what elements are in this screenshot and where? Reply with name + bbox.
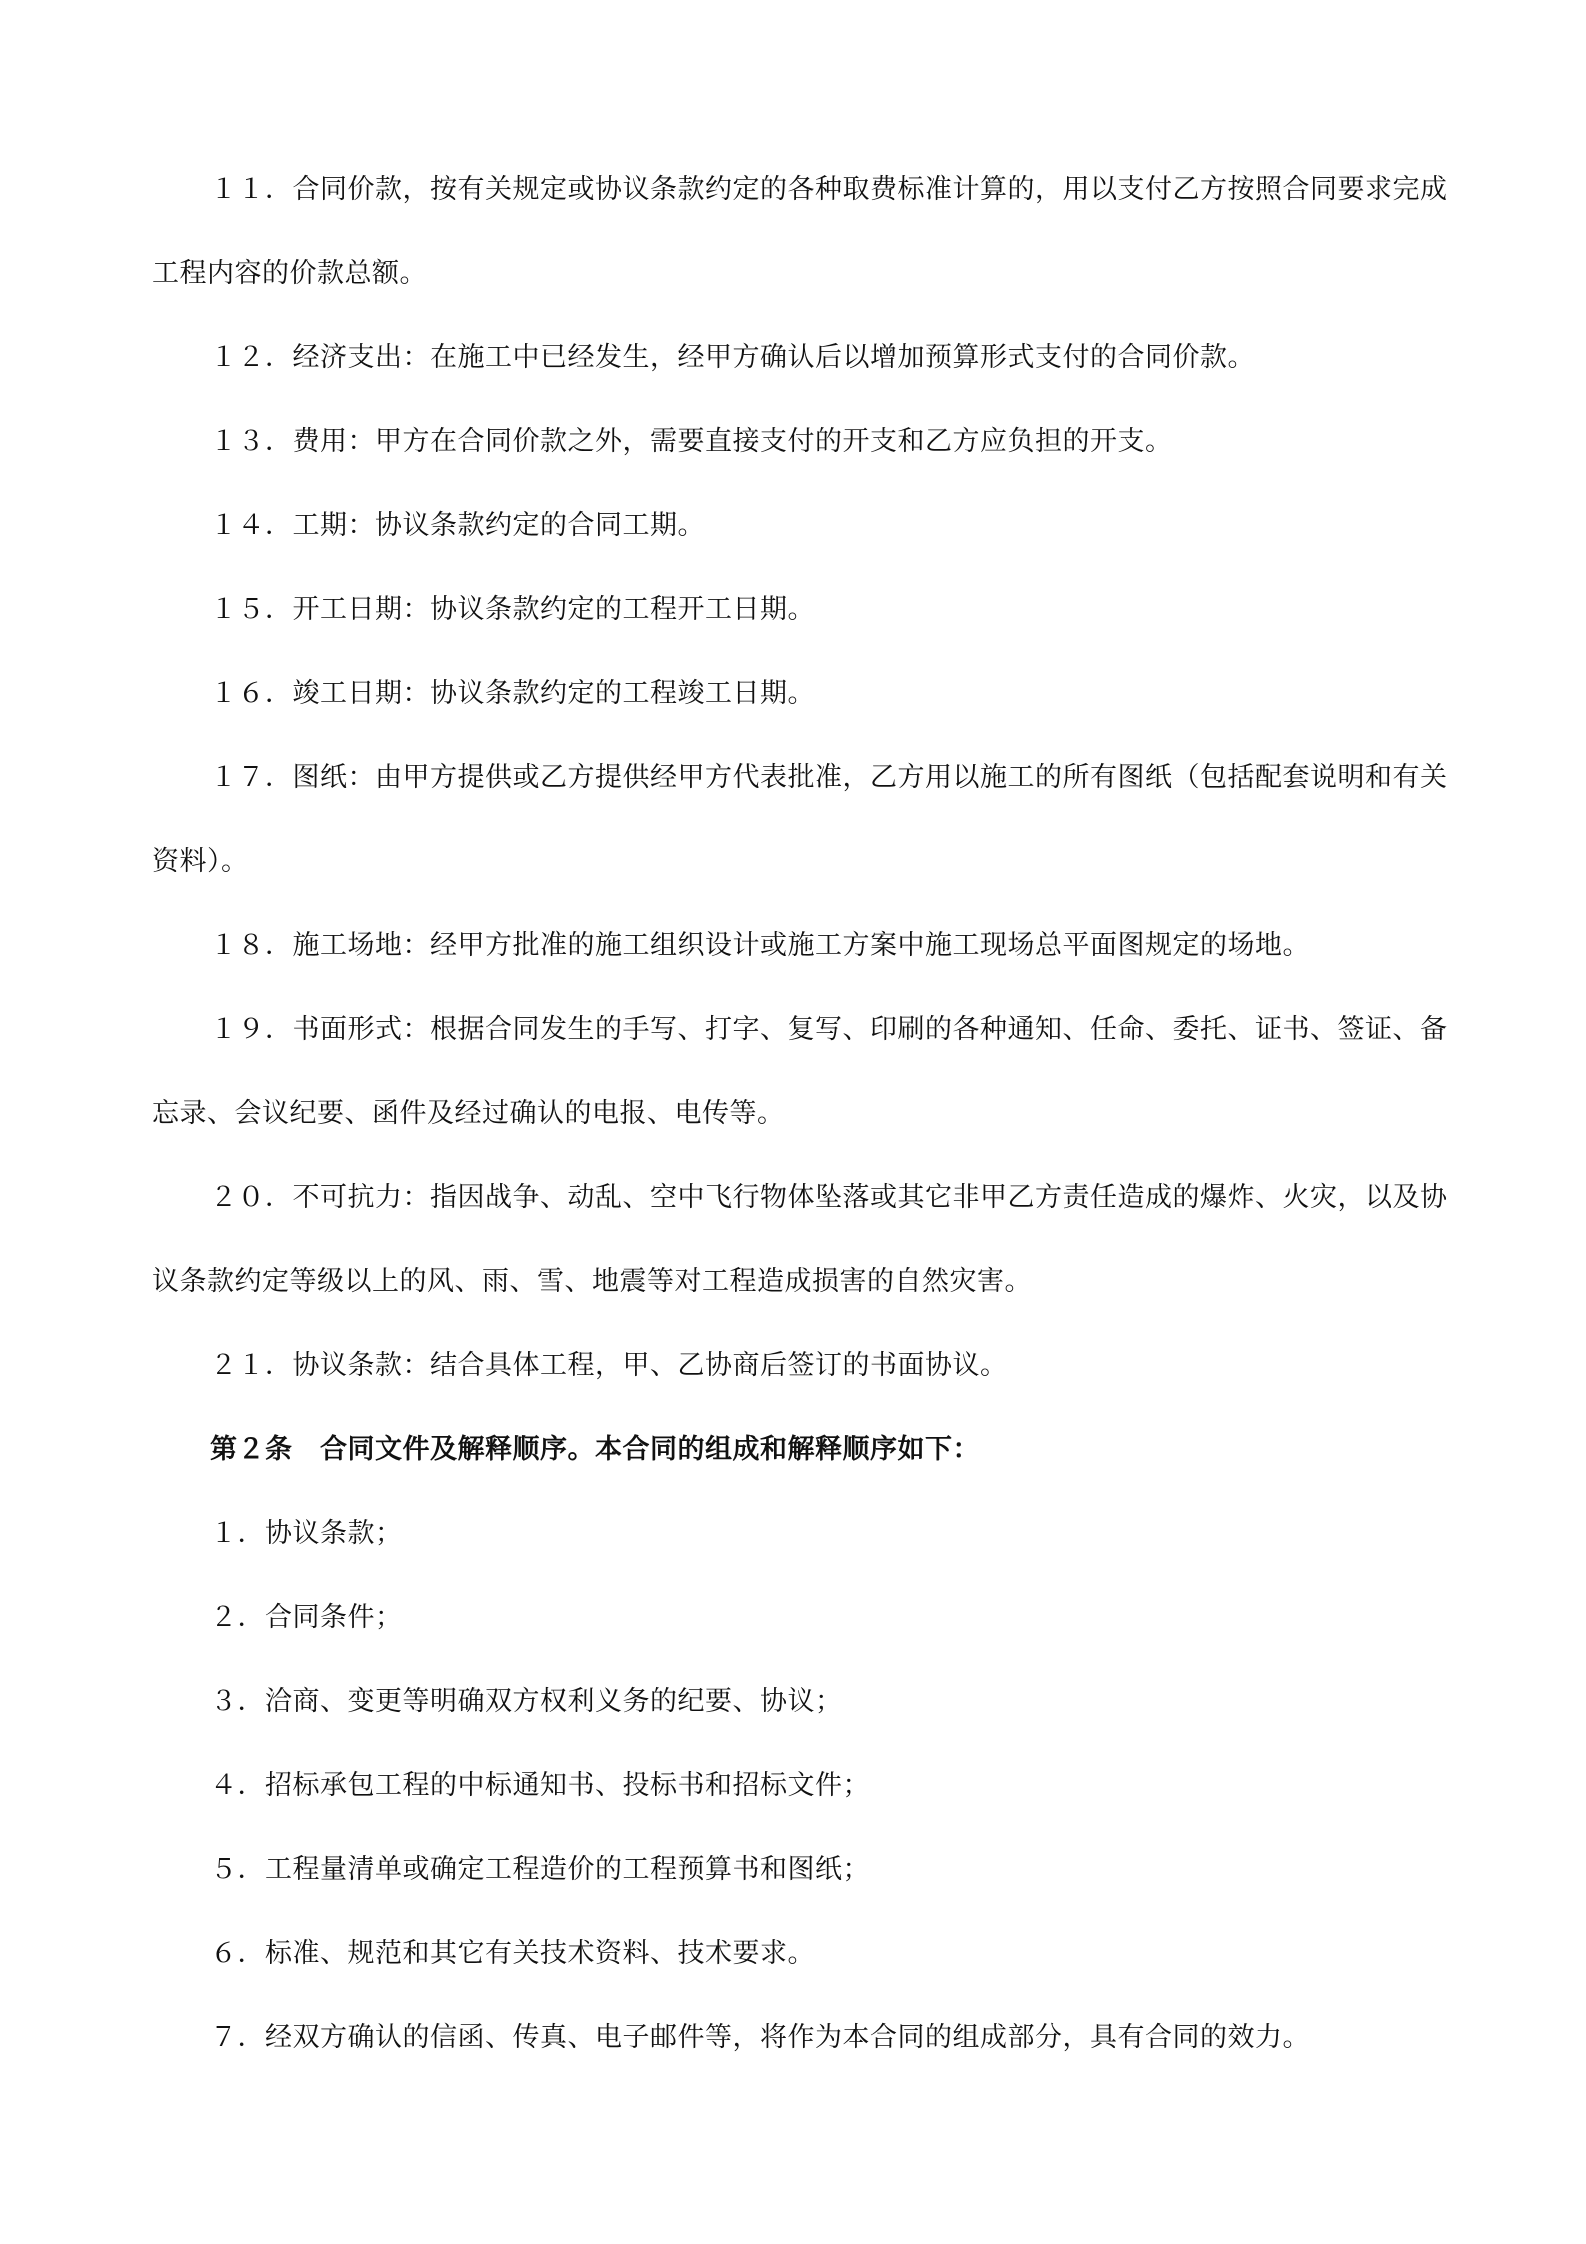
paragraph-13: １３．费用：甲方在合同价款之外，需要直接支付的开支和乙方应负担的开支。	[210, 426, 1173, 457]
list-item-2: ２．合同条件；	[210, 1602, 403, 1633]
list-item-3: ３．洽商、变更等明确双方权利义务的纪要、协议；	[210, 1686, 843, 1717]
article-2-heading: 第２条 合同文件及解释顺序。本合同的组成和解释顺序如下：	[210, 1434, 980, 1465]
paragraph-11: １１．合同价款，按有关规定或协议条款约定的各种取费标准计算的，用以支付乙方按照合同要求完成工程内容的价款总额。	[152, 174, 1448, 289]
paragraph-21: ２１．协议条款：结合具体工程，甲、乙协商后签订的书面协议。	[210, 1350, 1008, 1381]
paragraph-14: １４．工期：协议条款约定的合同工期。	[210, 510, 705, 541]
paragraph-18: １８．施工场地：经甲方批准的施工组织设计或施工方案中施工现场总平面图规定的场地。	[210, 930, 1310, 961]
paragraph-17: １７．图纸：由甲方提供或乙方提供经甲方代表批准，乙方用以施工的所有图纸（包括配套说明和有关资料）。	[152, 762, 1448, 877]
list-item-5: ５．工程量清单或确定工程造价的工程预算书和图纸；	[210, 1854, 870, 1885]
paragraph-15: １５．开工日期：协议条款约定的工程开工日期。	[210, 594, 815, 625]
document-body	[152, 148, 1452, 2080]
list-item-1: １．协议条款；	[210, 1518, 403, 1549]
paragraph-12: １２．经济支出：在施工中已经发生，经甲方确认后以增加预算形式支付的合同价款。	[210, 342, 1255, 373]
list-item-7: ７．经双方确认的信函、传真、电子邮件等，将作为本合同的组成部分，具有合同的效力。	[210, 2022, 1310, 2053]
paragraph-20: ２０．不可抗力：指因战争、动乱、空中飞行物体坠落或其它非甲乙方责任造成的爆炸、火灾，以及协议条款约定等级以上的风、雨、雪、地震等对工程造成损害的自然灾害。	[152, 1182, 1448, 1297]
list-item-6: ６．标准、规范和其它有关技术资料、技术要求。	[210, 1938, 815, 1969]
paragraph-16: １６．竣工日期：协议条款约定的工程竣工日期。	[210, 678, 815, 709]
list-item-4: ４．招标承包工程的中标通知书、投标书和招标文件；	[210, 1770, 870, 1801]
paragraph-19: １９．书面形式：根据合同发生的手写、打字、复写、印刷的各种通知、任命、委托、证书、签证、备忘录、会议纪要、函件及经过确认的电报、电传等。	[152, 1014, 1448, 1129]
